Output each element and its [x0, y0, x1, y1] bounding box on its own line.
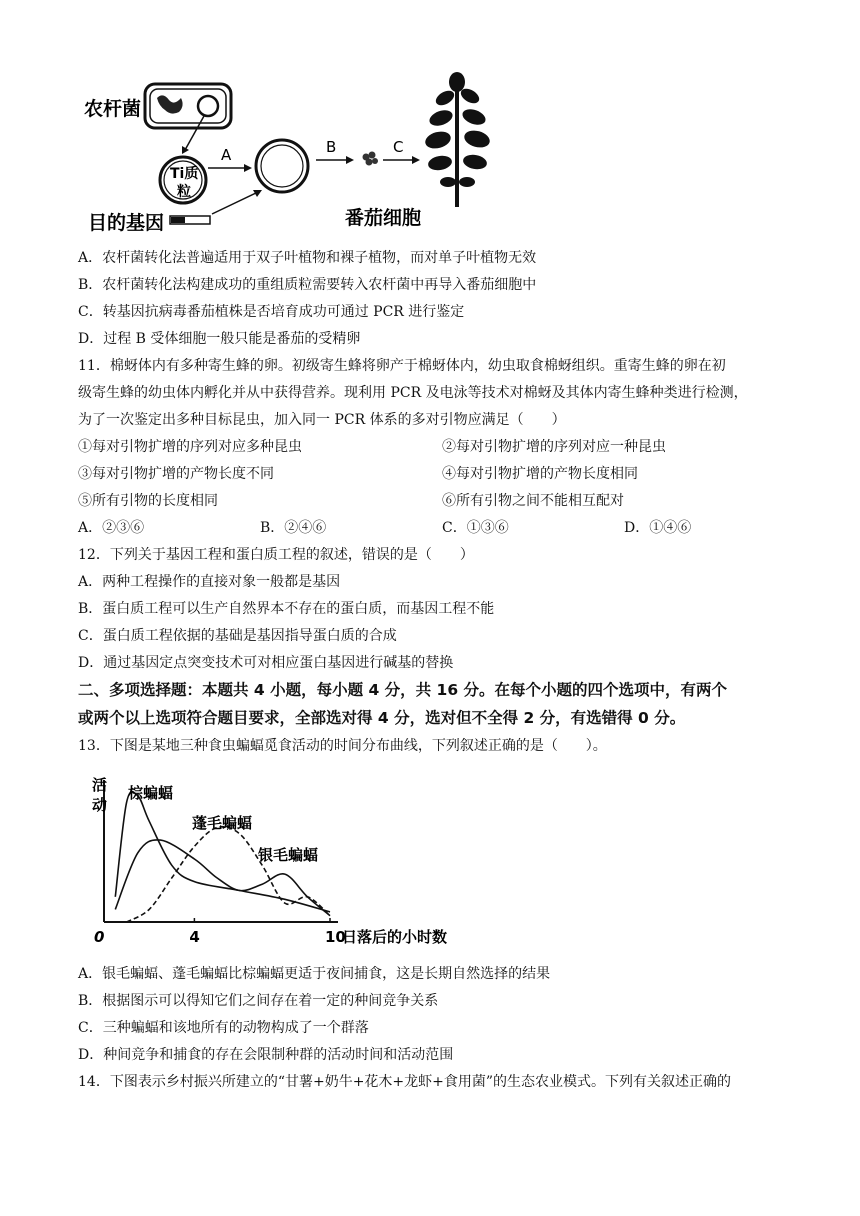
- q10-option-a: A．农杆菌转化法普遍适用于双子叶植物和裸子植物，而对单子叶植物无效: [78, 250, 537, 266]
- series-label: 蓬毛蝙蝠: [192, 814, 253, 832]
- q13-option-a: A．银毛蝙蝠、蓬毛蝙蝠比棕蝙蝠更适于夜间捕食，这是长期自然选择的结果: [78, 966, 551, 982]
- q11-item-6: ⑥所有引物之间不能相互配对: [442, 493, 624, 509]
- arrow-a-label: A: [221, 146, 232, 164]
- q13-option-b: B．根据图示可以得知它们之间存在着一定的种间竞争关系: [78, 993, 439, 1009]
- agrobacterium-label: 农杆菌: [84, 98, 142, 120]
- q11-stem-3: 为了一次鉴定出多种目标昆虫，加入同一 PCR 体系的多对引物应满足（ ）: [78, 412, 566, 428]
- q11-choice-d: D．①④⑥: [624, 520, 692, 536]
- tomato-plant-icon: [423, 72, 491, 207]
- q12-option-b: B．蛋白质工程可以生产自然界本不存在的蛋白质，而基因工程不能: [78, 601, 495, 617]
- q12-stem: 12．下列关于基因工程和蛋白质工程的叙述，错误的是（ ）: [78, 547, 474, 563]
- q13-option-d: D．种间竞争和捕食的存在会限制种群的活动时间和活动范围: [78, 1047, 454, 1063]
- x-tick-label: 10: [325, 928, 346, 946]
- ti-plasmid-label-1: Ti质: [170, 166, 199, 182]
- recombinant-plasmid: [256, 140, 308, 192]
- x-tick-label: 0: [94, 928, 105, 946]
- q14-stem: 14．下图表示乡村振兴所建立的“甘薯+奶牛+花木+龙虾+食用菌”的生态农业模式。下列有关叙述正确的: [78, 1074, 732, 1090]
- series-label: 银毛蝙蝠: [258, 846, 319, 864]
- q11-item-5: ⑤所有引物的长度相同: [78, 493, 218, 509]
- x-axis-label: 日落后的小时数: [342, 928, 448, 946]
- section-2-heading-2: 或两个以上选项符合题目要求，全部选对得 4 分，选对但不全得 2 分，有选错得 0 分。: [78, 709, 686, 727]
- q11-stem-1: 11．棉蚜体内有多种寄生蜂的卵。初级寄生蜂将卵产于棉蚜体内，幼虫取食棉蚜组织。重寄生蜂的卵在初: [78, 358, 726, 374]
- arrow-c-label: C: [393, 138, 404, 156]
- section-2-heading-1: 二、多项选择题：本题共 4 小题，每小题 4 分，共 16 分。在每个小题的四个选项中，有两个: [78, 681, 728, 699]
- arrow-b-label: B: [326, 138, 337, 156]
- q11-choice-c: C．①③⑥: [442, 520, 509, 536]
- transformation-diagram: [0, 0, 860, 240]
- ti-plasmid-small: [198, 96, 218, 116]
- arrow-gene: [212, 192, 258, 214]
- arrow-extract: [185, 116, 204, 150]
- q13-stem: 13．下图是某地三种食虫蝙蝠觅食活动的时间分布曲线，下列叙述正确的是（ ）。: [78, 738, 607, 754]
- y-axis-label: 活: [92, 776, 108, 794]
- tomato-cell-label: 番茄细胞: [345, 207, 422, 229]
- q10-option-b: B．农杆菌转化法构建成功的重组质粒需要转入农杆菌中再导入番茄细胞中: [78, 277, 537, 293]
- q12-option-d: D．通过基因定点突变技术可对相应蛋白基因进行碱基的替换: [78, 655, 454, 671]
- x-tick-label: 4: [189, 928, 200, 946]
- q11-choice-a: A．②③⑥: [78, 520, 145, 536]
- q12-option-a: A．两种工程操作的直接对象一般都是基因: [78, 574, 341, 590]
- q11-stem-2: 级寄生蜂的幼虫体内孵化并从中获得营养。现利用 PCR 及电泳等技术对棉蚜及其体内寄生蜂种类进行检测，: [78, 385, 748, 401]
- tomato-cells: [363, 152, 379, 166]
- series-line: [127, 827, 330, 922]
- q11-choice-b: B．②④⑥: [260, 520, 327, 536]
- q10-option-d: D．过程 B 受体细胞一般只能是番茄的受精卵: [78, 331, 361, 347]
- q11-item-4: ④每对引物扩增的产物长度相同: [442, 466, 638, 482]
- q13-option-c: C．三种蝙蝠和该地所有的动物构成了一个群落: [78, 1020, 369, 1036]
- target-gene-label: 目的基因: [88, 212, 165, 234]
- series-label: 棕蝙蝠: [128, 784, 174, 802]
- bacterial-chromosome: [157, 95, 183, 113]
- bat-activity-chart: [0, 768, 860, 968]
- q11-item-2: ②每对引物扩增的序列对应一种昆虫: [442, 439, 666, 455]
- q11-item-3: ③每对引物扩增的产物长度不同: [78, 466, 274, 482]
- ti-plasmid-label-2: 粒: [177, 184, 191, 200]
- y-axis-label: 动: [92, 796, 108, 814]
- q10-option-c: C．转基因抗病毒番茄植株是否培育成功可通过 PCR 进行鉴定: [78, 304, 465, 320]
- q12-option-c: C．蛋白质工程依据的基础是基因指导蛋白质的合成: [78, 628, 397, 644]
- q11-item-1: ①每对引物扩增的序列对应多种昆虫: [78, 439, 302, 455]
